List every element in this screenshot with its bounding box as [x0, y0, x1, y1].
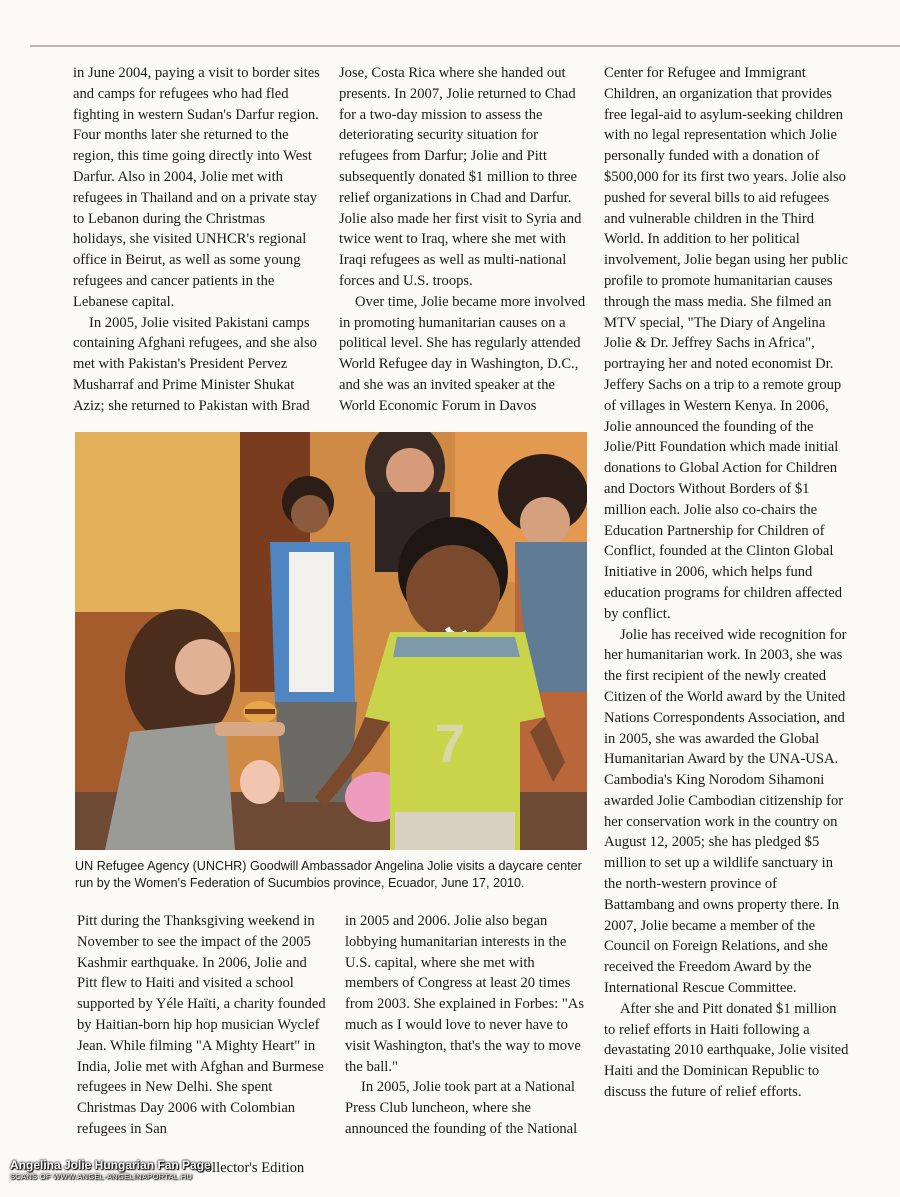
paragraph: Jolie has received wide recognition for her humanitarian work. In 2003, she was the first recipient of the newly created Citizen of the World award by the United Nations Correspondents Association, and in 2005, she was awarded the Global Humanitarian Award by the UNA-USA. Cambodia's King Norodom Sihamoni awarded Jolie Cambodian citizenship for her conservation work in the country on August 12, 2005; she has pledged $5 million to set up a wildlife sanctuary in the north-western province of Battambang and owns property there. In 2007, Jolie became a member of the Council on Foreign Relations, and she received the Freedom Award by the International Rescue Committee. — [604, 626, 847, 997]
paragraph: In 2005, Jolie visited Pakistani camps containing Afghani refugees, and she also met with Pakistan's President Pervez Musharraf and Prime Minister Shukat Aziz; she returned to Pakistan with Brad — [73, 314, 317, 414]
column-2-bottom — [345, 911, 591, 1140]
watermark-title: Angelina Jolie Hungarian Fan Page — [10, 1158, 211, 1172]
paragraph: in June 2004, paying a visit to border sites and camps for refugees who had fled fighting in western Sudan's Darfur region. Four months later she returned to the region, this time going directly into West Darfur. Also in 2004, Jolie met with refugees in Thailand and on a private stay to Lebanon during the Christmas holidays, she visited UNHCR's regional office in Beirut, as well as some young refugees and cancer patients in the Lebanese capital. — [73, 65, 320, 310]
edition-label: Collector's Edition — [195, 1160, 305, 1176]
daycare-visit-photo — [75, 432, 587, 850]
column-1-bottom — [77, 911, 327, 1140]
header-rule — [30, 45, 900, 47]
paragraph: Over time, Jolie became more involved in promoting humanitarian causes on a political level. She has regularly attended World Refugee day in Washington, D.C., and she was an invited speaker at the World Economic Forum in Davos — [339, 293, 586, 414]
column-3 — [604, 63, 850, 1103]
watermark — [10, 1158, 211, 1181]
shirt-number: 7 — [435, 714, 466, 774]
photo-caption: UN Refugee Agency (UNCHR) Goodwill Ambassador Angelina Jolie visits a daycare center run by the Women's Federation of Sucumbios province, Ecuador, June 17, 2010. — [75, 859, 582, 890]
paragraph: In 2005, Jolie took part at a National Press Club luncheon, where she announced the founding of the National — [345, 1079, 578, 1137]
column-2-top — [339, 63, 589, 417]
paragraph: Jose, Costa Rica where she handed out presents. In 2007, Jolie returned to Chad for a two-day mission to assess the deteriorating security situation for refugees from Darfur; Jolie and Pitt subsequently donated $1 million to three relief organizations in Chad and Darfur. Jolie also made her first visit to Syria and twice went to Iraq, where she met with Iraqi refugees as well as multi-national forces and U.S. troops. — [339, 65, 582, 289]
article-photo — [75, 432, 587, 850]
watermark-url: SCANS OF WWW.ANGEL-ANGELINAPORTAL.HU — [10, 1172, 193, 1181]
paragraph: in 2005 and 2006. Jolie also began lobbying humanitarian interests in the U.S. capital, where she met with members of Congress at least 20 times from 2003. She explained in Forbes: "As much as I would love to never have to visit Washington, that's the way to move the ball." — [345, 913, 585, 1075]
paragraph: Center for Refugee and Immigrant Children, an organization that provides free legal-aid to asylum-seeking children with no legal representation which Jolie personally funded with a donation of $500,000 for its first two years. Jolie also pushed for several bills to aid refugees and vulnerable children in the Third World. In addition to her political involvement, Jolie began using her public profile to promote humanitarian causes through the mass media. She filmed an MTV special, "The Diary of Angelina Jolie & Dr. Jeffrey Sachs in Africa", portraying her and noted economist Dr. Jeffery Sachs on a trip to a remote group of villages in Western Kenya. In 2006, Jolie announced the founding of the Jolie/Pitt Foundation which made initial donations to Global Action for Children and Doctors Without Borders of $1 million each. Jolie also co-chairs the Education Partnership for Children of Conflict, founded at the Clinton Global Initiative in 2006, which helps fund education programs for children affected by conflict. — [604, 65, 848, 622]
paragraph: After she and Pitt donated $1 million to relief efforts in Haiti following a devastating 2010 earthquake, Jolie visited Haiti and the Dominican Republic to discuss the future of relief efforts. — [604, 1000, 849, 1101]
paragraph: Pitt during the Thanksgiving weekend in November to see the impact of the 2005 Kashmir earthquake. In 2006, Jolie and Pitt flew to Haiti and visited a school supported by Yéle Haïti, a charity founded by Haitian-born hip hop musician Wyclef Jean. While filming "A Mighty Heart" in India, Jolie met with Afghan and Burmese refugees in New Delhi. She spent Christmas Day 2006 with Colombian refugees in San — [77, 913, 326, 1137]
column-1-top — [73, 63, 321, 417]
